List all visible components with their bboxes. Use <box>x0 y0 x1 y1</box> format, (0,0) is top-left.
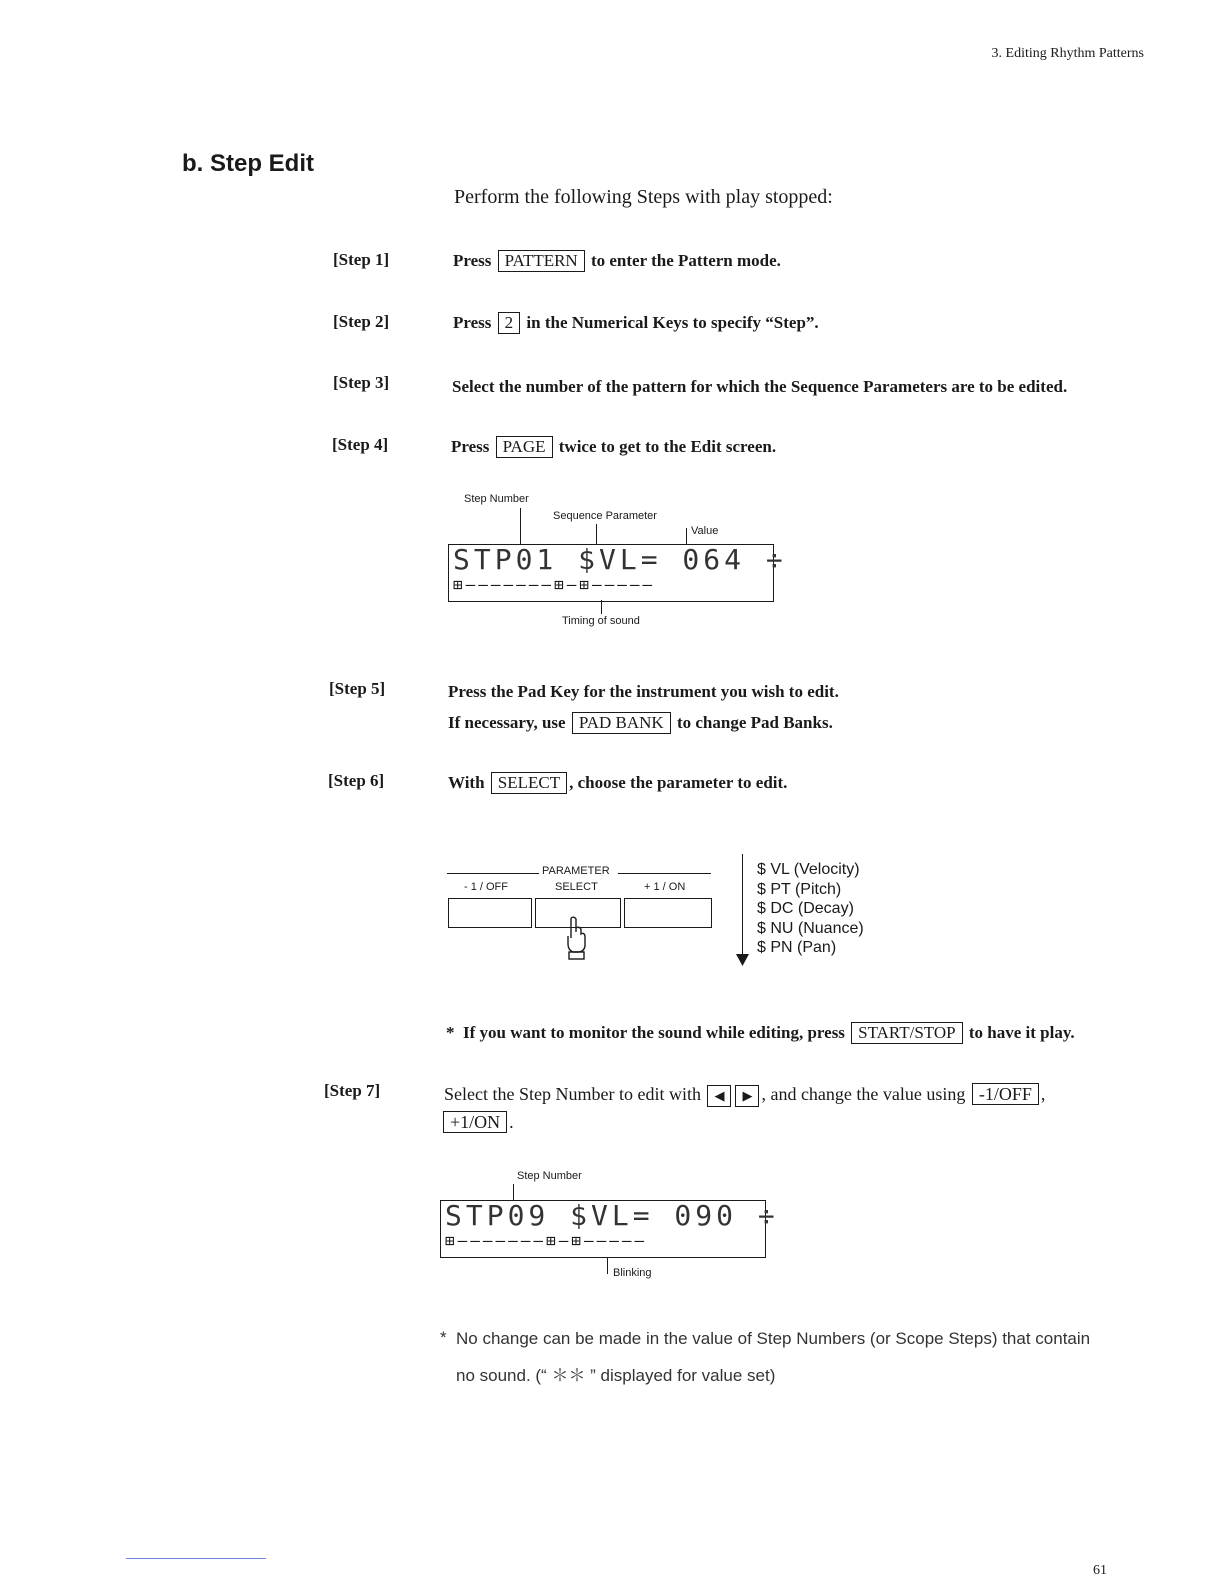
lcd1-row1: STP01 $VL= 064 ÷ <box>453 543 787 576</box>
step-5-pre2: If necessary, use <box>448 713 566 732</box>
step-7-mid: , and change the value using <box>761 1084 966 1104</box>
step-4-pre: Press <box>451 437 490 456</box>
minus-off-key: -1/OFF <box>972 1083 1039 1105</box>
page-key: PAGE <box>496 436 553 458</box>
left-arrow-key: ◀ <box>707 1085 731 1107</box>
step-1-label: [Step 1] <box>333 250 390 269</box>
step-4-label: [Step 4] <box>332 435 389 454</box>
page-number: 61 <box>1093 1563 1107 1578</box>
step-2-label: [Step 2] <box>333 312 390 331</box>
step-2-post: in the Numerical Keys to specify “Step”. <box>526 313 819 332</box>
minus-off-button <box>448 898 532 928</box>
step-4-text <box>451 436 776 458</box>
parameter-rule-left <box>447 873 539 874</box>
step-6-post: , choose the parameter to edit. <box>569 773 788 792</box>
step-6-label: [Step 6] <box>328 771 385 790</box>
value-arrow <box>686 528 687 544</box>
diagram1-value-label: Value <box>691 525 719 537</box>
step-5-line2 <box>448 712 833 734</box>
plus-on-key: +1/ON <box>443 1111 507 1133</box>
step-6-pre: With <box>448 773 485 792</box>
pad-bank-key: PAD BANK <box>572 712 671 734</box>
minus-off-label: - 1 / OFF <box>464 881 508 893</box>
param-dc: $ DC (Decay) <box>757 900 854 917</box>
param-vl: $ VL (Velocity) <box>757 861 860 878</box>
step-number-arrow-2 <box>513 1184 514 1200</box>
step-3-label: [Step 3] <box>333 373 390 392</box>
pointing-finger-icon <box>564 916 588 960</box>
monitor-note <box>446 1022 1075 1044</box>
step-2-pre: Press <box>453 313 492 332</box>
lcd-display-2 <box>440 1199 779 1258</box>
bottom-note-line2: no sound. (“ ＊＊ ” displayed for value set) <box>456 1366 776 1385</box>
lcd2-row1: STP09 $VL= 090 ÷ <box>445 1199 779 1232</box>
param-nu: $ NU (Nuance) <box>757 919 864 937</box>
chapter-header: 3. Editing Rhythm Patterns <box>991 46 1144 61</box>
step-4-post: twice to get to the Edit screen. <box>558 437 777 456</box>
bottom-note-star: * <box>440 1328 447 1347</box>
footer-rule <box>126 1558 266 1559</box>
step-1-text <box>453 250 781 272</box>
parameter-list <box>757 860 864 958</box>
plus-on-label: + 1 / ON <box>644 881 686 893</box>
diagram1-step-number-label: Step Number <box>464 493 529 505</box>
param-pt: $ PT (Pitch) <box>757 880 842 898</box>
step-5-post2: to change Pad Banks. <box>676 713 833 732</box>
blinking-arrow <box>607 1258 608 1274</box>
plus-on-button <box>624 898 712 928</box>
step-7-pre: Select the Step Number to edit with <box>444 1084 701 1104</box>
parameter-rule-right <box>618 873 711 874</box>
down-arrow-icon <box>736 954 749 966</box>
diagram1-sequence-parameter-label: Sequence Parameter <box>553 510 657 522</box>
step-7-sep: , <box>1040 1084 1046 1104</box>
diagram2-blinking-label: Blinking <box>613 1267 652 1279</box>
timing-arrow <box>601 600 602 614</box>
step-5-label: [Step 5] <box>329 679 386 698</box>
right-arrow-key: ▶ <box>735 1085 759 1107</box>
step-2-text <box>453 312 819 334</box>
step-number-arrow <box>520 508 521 544</box>
intro-text: Perform the following Steps with play stopped: <box>454 186 833 208</box>
step-1-pre: Press <box>453 251 492 270</box>
select-key: SELECT <box>491 772 567 794</box>
lcd1-row2: ⊞———————⊞—⊞————— <box>453 575 656 594</box>
bottom-note-line1: No change can be made in the value of Step Numbers (or Scope Steps) that contain <box>456 1329 1091 1348</box>
parameter-cycle-line <box>742 854 743 958</box>
sequence-parameter-arrow <box>596 524 597 544</box>
section-title: b. Step Edit <box>182 150 314 177</box>
step-7-line2 <box>441 1111 514 1133</box>
diagram2-step-number-label: Step Number <box>517 1170 582 1182</box>
lcd-display-1 <box>448 543 787 602</box>
step-6-text <box>448 772 787 794</box>
lcd2-row2: ⊞———————⊞—⊞————— <box>445 1231 648 1250</box>
step-1-post: to enter the Pattern mode. <box>590 251 781 270</box>
monitor-note-pre: If you want to monitor the sound while editing, press <box>463 1023 845 1042</box>
step-7-end: . <box>509 1112 514 1132</box>
pattern-key: PATTERN <box>498 250 585 272</box>
diagram1-timing-label: Timing of sound <box>562 615 640 627</box>
parameter-title: PARAMETER <box>542 865 610 877</box>
numeric-key-2: 2 <box>498 312 521 334</box>
select-label: SELECT <box>555 881 598 893</box>
monitor-note-star: * <box>446 1023 455 1042</box>
start-stop-key: START/STOP <box>851 1022 962 1044</box>
step-3-text: Select the number of the pattern for which the Sequence Parameters are to be edited. <box>452 377 1068 396</box>
step-7-line1 <box>444 1083 1045 1107</box>
step-5-line1: Press the Pad Key for the instrument you wish to edit. <box>448 682 839 701</box>
param-pn: $ PN (Pan) <box>757 939 837 956</box>
monitor-note-post: to have it play. <box>968 1023 1075 1042</box>
step-7-label: [Step 7] <box>324 1081 381 1100</box>
